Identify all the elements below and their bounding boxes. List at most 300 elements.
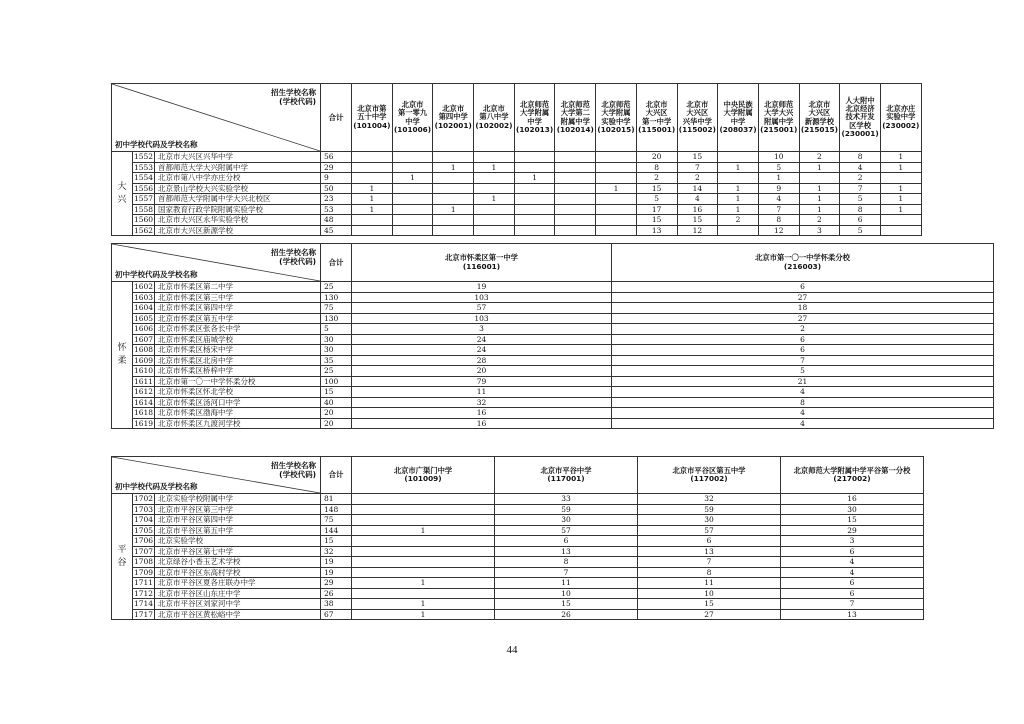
quota-cell <box>392 194 433 205</box>
school-name: 北京市第一〇一中学怀柔分校 <box>155 376 321 387</box>
school-header-line: 北京师范 <box>520 99 550 109</box>
school-header-cell <box>718 84 759 152</box>
school-name: 北京市怀柔区第五中学 <box>155 313 321 324</box>
school-header-cell <box>799 84 840 152</box>
quota-cell <box>392 152 433 163</box>
table-row <box>112 578 924 589</box>
row-total: 25 <box>321 366 352 377</box>
quota-cell <box>555 225 596 236</box>
school-header-line: 北京市 <box>482 103 505 113</box>
quota-cell: 12 <box>677 225 718 236</box>
quota-cell: 59 <box>638 504 781 515</box>
quota-cell: 1 <box>799 162 840 173</box>
school-header-line: 北京市怀柔区第一中学 <box>445 253 518 263</box>
quota-cell <box>433 194 474 205</box>
school-name: 北京市怀柔区北房中学 <box>155 355 321 366</box>
quota-cell: 4 <box>612 418 994 429</box>
quota-cell <box>596 173 637 184</box>
quota-cell: 15 <box>636 215 677 226</box>
quota-cell <box>474 173 515 184</box>
quota-cell: 21 <box>612 376 994 387</box>
table-row <box>112 204 922 215</box>
quota-cell: 5 <box>840 225 881 236</box>
quota-cell: 6 <box>612 282 994 293</box>
row-total: 75 <box>321 515 352 526</box>
quota-cell: 7 <box>612 355 994 366</box>
school-header-line: 技术开发 <box>845 112 875 122</box>
school-name: 首都师范大学大兴附属中学 <box>155 162 321 173</box>
row-total: 75 <box>321 303 352 314</box>
quota-cell <box>718 225 759 236</box>
quota-cell <box>392 225 433 236</box>
corner-top-label <box>271 248 316 267</box>
table-row <box>112 494 924 505</box>
quota-cell: 8 <box>495 557 638 568</box>
table-row <box>112 387 994 398</box>
school-header-line: 新源学校 <box>804 116 834 126</box>
quota-cell: 13 <box>495 546 638 557</box>
total-header: 合计 <box>321 244 352 282</box>
school-code: 1603 <box>133 292 154 302</box>
school-code: 1602 <box>133 282 154 291</box>
school-name: 北京市平谷区夏各庄联办中学 <box>155 578 321 589</box>
quota-cell: 4 <box>781 557 924 568</box>
school-header-line: 中学 <box>527 116 542 126</box>
table-row <box>112 609 924 620</box>
row-total: 30 <box>321 345 352 356</box>
school-header-line: (117001) <box>547 474 585 483</box>
quota-cell <box>352 225 393 236</box>
quota-cell: 19 <box>352 282 612 293</box>
quota-cell: 1 <box>596 183 637 194</box>
school-header-cell <box>880 84 921 152</box>
row-total: 100 <box>321 376 352 387</box>
table-row <box>112 567 924 578</box>
quota-cell: 4 <box>840 162 881 173</box>
quota-cell <box>596 194 637 205</box>
quota-cell: 7 <box>638 557 781 568</box>
quota-cell <box>474 152 515 163</box>
school-code: 1611 <box>133 376 154 386</box>
quota-cell <box>596 204 637 215</box>
huairou-allocation-table <box>111 243 994 429</box>
quota-cell: 79 <box>352 376 612 387</box>
quota-cell: 4 <box>758 194 799 205</box>
row-total: 130 <box>321 292 352 303</box>
table-row <box>112 525 924 536</box>
quota-cell <box>433 183 474 194</box>
school-name: 北京市平谷区第七中学 <box>155 546 321 557</box>
quota-cell: 7 <box>495 567 638 578</box>
quota-cell: 16 <box>781 494 924 505</box>
admitting-school-label: 招生学校名称 <box>271 461 316 470</box>
quota-cell <box>514 152 555 163</box>
quota-cell: 32 <box>352 397 612 408</box>
row-total: 38 <box>321 599 352 610</box>
row-total: 20 <box>321 408 352 419</box>
school-code: 1702 <box>133 494 154 503</box>
quota-cell <box>555 173 596 184</box>
quota-cell: 10 <box>758 152 799 163</box>
table-row <box>112 546 924 557</box>
school-code: 1605 <box>133 313 154 323</box>
quota-cell <box>352 588 495 599</box>
quota-cell <box>514 204 555 215</box>
row-total: 25 <box>321 282 352 293</box>
row-total: 19 <box>321 567 352 578</box>
quota-cell: 6 <box>638 536 781 547</box>
school-header-line: 北京师范 <box>560 99 590 109</box>
quota-cell <box>352 536 495 547</box>
quota-cell <box>352 173 393 184</box>
quota-cell: 6 <box>840 215 881 226</box>
quota-cell: 8 <box>612 397 994 408</box>
table-row <box>112 162 922 173</box>
quota-cell: 30 <box>638 515 781 526</box>
table-row <box>112 194 922 205</box>
quota-cell <box>352 162 393 173</box>
quota-cell: 1 <box>433 204 474 215</box>
school-header-cell <box>352 84 393 152</box>
quota-cell: 57 <box>495 525 638 536</box>
corner-top-label <box>271 88 316 107</box>
quota-cell: 3 <box>352 324 612 335</box>
school-code: 1705 <box>133 525 154 535</box>
quota-cell: 2 <box>718 215 759 226</box>
quota-cell: 1 <box>880 183 921 194</box>
quota-cell: 24 <box>352 334 612 345</box>
school-name: 北京市平谷区黄松峪中学 <box>155 609 321 620</box>
school-header-line: (208037) <box>719 124 757 134</box>
table-row <box>112 515 924 526</box>
school-header-line: 北京市第 <box>357 103 387 113</box>
school-name: 国家教育行政学院附属实验学校 <box>155 204 321 215</box>
table-row <box>112 183 922 194</box>
school-header-line: (215001) <box>760 124 798 134</box>
school-header-line: (101006) <box>393 124 432 134</box>
school-header-line: 实验中学 <box>886 112 916 122</box>
quota-cell: 20 <box>636 152 677 163</box>
school-name: 北京市平谷区第四中学 <box>155 515 321 526</box>
quota-cell <box>352 546 495 557</box>
quota-cell: 8 <box>758 215 799 226</box>
district-label: 怀 柔 <box>112 282 133 429</box>
quota-cell <box>799 173 840 184</box>
quota-cell: 32 <box>638 494 781 505</box>
school-code: 1553 <box>133 162 154 172</box>
school-header-cell <box>474 84 515 152</box>
school-header-line: 中学 <box>405 116 420 126</box>
school-name: 北京市平谷区刘家河中学 <box>155 599 321 610</box>
row-total: 19 <box>321 557 352 568</box>
table-row <box>112 324 994 335</box>
school-header-line: (115002) <box>678 124 716 134</box>
school-header-line: 中学 <box>730 116 746 126</box>
school-header-cell <box>555 84 596 152</box>
table-row <box>112 376 994 387</box>
quota-cell: 1 <box>352 525 495 536</box>
quota-cell: 12 <box>758 225 799 236</box>
quota-cell <box>718 152 759 163</box>
school-header-line: 北京市 <box>808 99 831 109</box>
school-header-cell <box>514 84 555 152</box>
quota-cell: 59 <box>495 504 638 515</box>
quota-cell: 5 <box>612 366 994 377</box>
school-header-line: 大学附属 <box>520 108 550 118</box>
row-total: 23 <box>321 194 352 205</box>
quota-cell: 15 <box>495 599 638 610</box>
row-total: 56 <box>321 152 352 163</box>
quota-cell: 1 <box>880 194 921 205</box>
school-name: 北京实验学校附属中学 <box>155 494 321 505</box>
school-header-cell <box>495 457 638 494</box>
school-header-line: 附属中学 <box>764 116 794 126</box>
quota-cell: 6 <box>781 546 924 557</box>
quota-cell: 13 <box>638 546 781 557</box>
corner-header-cell <box>112 457 321 494</box>
school-name: 北京市平谷区东高村学校 <box>155 567 321 578</box>
quota-cell: 2 <box>677 173 718 184</box>
school-header-line: (101009) <box>404 474 442 483</box>
corner-header-cell <box>112 244 321 282</box>
quota-cell: 27 <box>638 609 781 620</box>
quota-cell <box>514 194 555 205</box>
quota-cell <box>718 173 759 184</box>
school-header-cell <box>596 84 637 152</box>
school-name: 首都师范大学附属中学大兴北校区 <box>155 194 321 205</box>
school-header-cell <box>758 84 799 152</box>
quota-cell <box>392 204 433 215</box>
school-code: 1704 <box>133 515 154 524</box>
school-header-line: 大兴区 <box>808 108 831 118</box>
row-total: 40 <box>321 397 352 408</box>
school-header-line: 北京师范大学附属中学平谷第一分校 <box>793 465 911 475</box>
school-header-cell <box>392 84 433 152</box>
quota-cell: 6 <box>495 536 638 547</box>
school-code: 1614 <box>133 397 154 407</box>
row-total: 5 <box>321 324 352 335</box>
quota-cell: 2 <box>636 173 677 184</box>
middle-school-label: 初中学校代码及学校名称 <box>115 481 198 491</box>
school-code: 1706 <box>133 536 154 545</box>
table-row <box>112 418 994 429</box>
header-row <box>112 84 922 152</box>
school-header-line: 大兴区 <box>645 108 668 118</box>
school-header-line: 人大附中 <box>845 95 875 105</box>
quota-cell: 29 <box>781 525 924 536</box>
table-row <box>112 225 922 236</box>
school-header-line: (215015) <box>800 124 838 134</box>
row-total: 26 <box>321 588 352 599</box>
total-header: 合计 <box>321 84 352 152</box>
school-header-line: 实验中学 <box>601 116 631 126</box>
table-row <box>112 282 994 293</box>
quota-cell: 1 <box>474 162 515 173</box>
quota-cell: 57 <box>352 303 612 314</box>
school-code: 1604 <box>133 303 154 312</box>
quota-cell: 5 <box>758 162 799 173</box>
row-total: 29 <box>321 578 352 589</box>
school-header-line: (116001) <box>462 261 501 271</box>
school-header-line: 兴华中学 <box>682 116 712 126</box>
quota-cell: 4 <box>781 567 924 578</box>
quota-cell: 13 <box>781 609 924 620</box>
quota-cell <box>880 215 921 226</box>
school-code: 1552 <box>133 152 154 161</box>
school-header-line: 第一零九 <box>397 108 428 118</box>
school-header-line: 北京市第一〇一中学怀柔分校 <box>755 253 850 263</box>
quota-cell: 103 <box>352 292 612 303</box>
table-row <box>112 334 994 345</box>
school-header-line: 第四中学 <box>438 112 468 122</box>
school-header-line: 区学校 <box>849 120 872 130</box>
school-code: 1608 <box>133 345 154 354</box>
quota-cell <box>352 152 393 163</box>
quota-cell <box>352 515 495 526</box>
quota-cell: 1 <box>352 599 495 610</box>
school-code: 1562 <box>133 225 154 235</box>
school-name: 北京绿谷小香玉艺术学校 <box>155 557 321 568</box>
quota-cell: 1 <box>880 152 921 163</box>
school-header-line: 大学大兴 <box>764 108 794 118</box>
quota-cell: 16 <box>352 418 612 429</box>
school-code-label: (学校代码) <box>279 470 316 480</box>
school-code: 1560 <box>133 215 154 224</box>
quota-cell: 5 <box>636 194 677 205</box>
school-header-line: 北京师范 <box>764 99 794 109</box>
school-header-line: 附属中学 <box>560 116 590 126</box>
school-code: 1612 <box>133 387 154 396</box>
quota-cell: 27 <box>612 313 994 324</box>
row-total: 81 <box>321 494 352 505</box>
school-header-line: 北京市 <box>686 99 709 109</box>
quota-cell <box>352 494 495 505</box>
school-name: 北京市怀柔区庙城学校 <box>155 334 321 345</box>
school-header-line: (230001) <box>841 129 879 139</box>
quota-cell <box>392 162 433 173</box>
quota-cell: 33 <box>495 494 638 505</box>
quota-cell <box>880 173 921 184</box>
table-row <box>112 588 924 599</box>
table-row <box>112 303 994 314</box>
quota-cell: 11 <box>352 387 612 398</box>
school-header-line: (102001) <box>434 120 472 130</box>
table-row <box>112 345 994 356</box>
quota-cell: 15 <box>781 515 924 526</box>
quota-cell: 8 <box>638 567 781 578</box>
quota-cell: 103 <box>352 313 612 324</box>
school-header-line: 北京市广渠门中学 <box>393 465 453 475</box>
school-header-cell <box>352 457 495 494</box>
quota-cell <box>596 225 637 236</box>
pinggu-allocation-table <box>111 456 924 620</box>
table-row <box>112 599 924 610</box>
table-row <box>112 536 924 547</box>
row-total: 15 <box>321 387 352 398</box>
quota-cell: 30 <box>781 504 924 515</box>
school-name: 北京市怀柔区第四中学 <box>155 303 321 314</box>
school-header-line: 中央民族 <box>723 99 753 109</box>
school-header-cell <box>352 244 612 282</box>
quota-cell: 1 <box>758 173 799 184</box>
quota-cell: 1 <box>433 162 474 173</box>
school-header-line: 北京经济 <box>845 103 875 113</box>
quota-cell: 8 <box>636 162 677 173</box>
school-header-line: (216003) <box>783 261 822 271</box>
quota-cell <box>555 204 596 215</box>
row-total: 45 <box>321 225 352 236</box>
school-name: 北京实验学校 <box>155 536 321 547</box>
school-name: 北京市怀柔区第三中学 <box>155 292 321 303</box>
corner-header-cell <box>112 84 321 152</box>
school-header-line: 第八中学 <box>479 112 509 122</box>
row-total: 144 <box>321 525 352 536</box>
row-total: 148 <box>321 504 352 515</box>
row-total: 32 <box>321 546 352 557</box>
table-row <box>112 313 994 324</box>
school-code: 1711 <box>133 578 154 587</box>
school-code: 1610 <box>133 366 154 375</box>
school-name: 北京市怀柔区杨宋中学 <box>155 345 321 356</box>
table-row <box>112 408 994 419</box>
corner-top-label <box>271 461 316 480</box>
school-header-cell <box>638 457 781 494</box>
quota-cell: 1 <box>799 194 840 205</box>
school-header-line: (101004) <box>353 120 391 130</box>
school-header-line: (230002) <box>882 120 920 130</box>
quota-cell <box>514 215 555 226</box>
quota-cell: 1 <box>880 162 921 173</box>
quota-cell: 4 <box>677 194 718 205</box>
table-row <box>112 397 994 408</box>
quota-cell: 1 <box>880 204 921 215</box>
header-row <box>112 457 924 494</box>
school-code: 1609 <box>133 355 154 365</box>
quota-cell: 9 <box>758 183 799 194</box>
school-code-label: (学校代码) <box>279 257 316 267</box>
school-name: 北京景山学校大兴实验学校 <box>155 183 321 194</box>
school-header-line: (217002) <box>833 474 871 483</box>
admitting-school-label: 招生学校名称 <box>271 248 316 257</box>
quota-cell <box>596 152 637 163</box>
quota-cell <box>514 183 555 194</box>
school-name: 北京市大兴区永华实验学校 <box>155 215 321 226</box>
school-header-line: 北京师范 <box>601 99 631 109</box>
quota-cell <box>352 215 393 226</box>
school-code: 1557 <box>133 194 154 203</box>
quota-cell: 11 <box>495 578 638 589</box>
row-total: 50 <box>321 183 352 194</box>
quota-cell: 1 <box>352 183 393 194</box>
header-row <box>112 244 994 282</box>
quota-cell: 14 <box>677 183 718 194</box>
quota-cell: 1 <box>718 162 759 173</box>
school-name: 北京市平谷区第三中学 <box>155 504 321 515</box>
school-name: 北京市怀柔区渤海中学 <box>155 408 321 419</box>
quota-cell <box>474 204 515 215</box>
quota-cell: 10 <box>638 588 781 599</box>
quota-cell: 6 <box>781 578 924 589</box>
quota-cell: 7 <box>840 183 881 194</box>
school-header-cell <box>612 244 994 282</box>
quota-cell: 16 <box>352 408 612 419</box>
school-name: 北京市大兴区兴华中学 <box>155 152 321 163</box>
quota-cell <box>433 225 474 236</box>
table-row <box>112 215 922 226</box>
school-header-line: 第一中学 <box>642 116 672 126</box>
table-row <box>112 504 924 515</box>
school-header-line: 北京市 <box>401 99 424 109</box>
